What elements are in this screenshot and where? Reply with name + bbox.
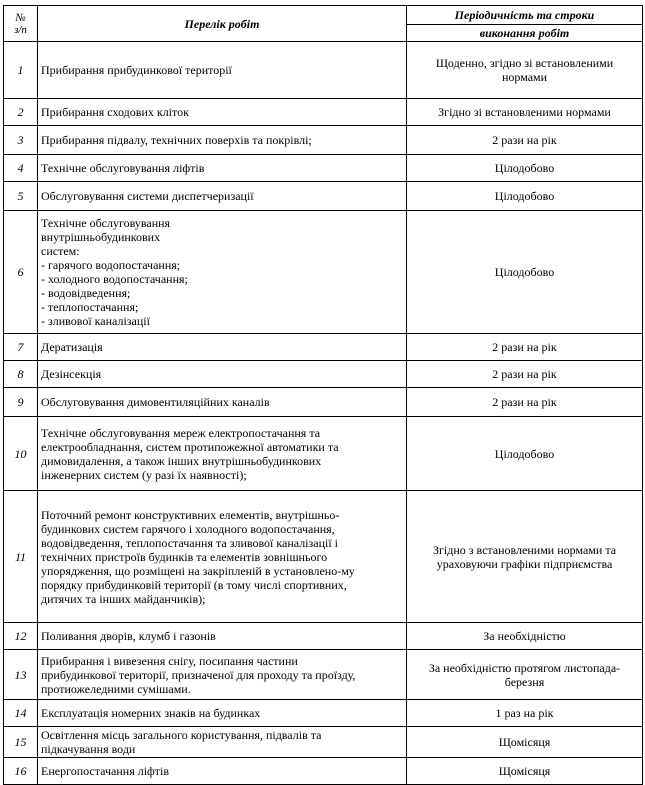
header-period-line1: Періодичність та строки (407, 6, 643, 25)
table-row (4, 126, 643, 155)
table-row (4, 211, 643, 334)
row-period: Щомісяця (407, 727, 643, 758)
table-row (4, 700, 643, 727)
row-work: Прибирання і вивезення снігу, посипання частини прибудинкової території, призначеної для проходу та проїзду, протиожеледними сумішами. (38, 650, 407, 700)
header-row (4, 6, 643, 25)
table-row (4, 727, 643, 758)
table-row (4, 388, 643, 417)
row-work: Технічне обслуговування внутрішньобудинкових систем: - гарячого водопостачання; - холодного водопостачання; - водовідведення; - теплопостачання; - зливової каналізації (38, 211, 407, 334)
row-number: 2 (4, 99, 38, 126)
table-row (4, 361, 643, 388)
row-work: Прибирання сходових кліток (38, 99, 407, 126)
row-period: 2 рази на рік (407, 388, 643, 417)
row-period: Цілодобово (407, 211, 643, 334)
row-number: 10 (4, 417, 38, 491)
row-period: 2 рази на рік (407, 126, 643, 155)
row-work: Технічне обслуговування ліфтів (38, 155, 407, 182)
row-period: Згідно з встановленими нормами та ураховуючи графіки підприємства (407, 491, 643, 623)
row-number: 11 (4, 491, 38, 623)
row-number: 4 (4, 155, 38, 182)
row-work: Прибирання підвалу, технічних поверхів та покрівлі; (38, 126, 407, 155)
table-row (4, 650, 643, 700)
row-period: За необхідністю протягом листопада- березня (407, 650, 643, 700)
row-period: Цілодобово (407, 182, 643, 211)
row-number: 14 (4, 700, 38, 727)
row-number: 15 (4, 727, 38, 758)
works-table (3, 5, 643, 785)
row-number: 12 (4, 623, 38, 650)
row-work: Енергопостачання ліфтів (38, 758, 407, 785)
row-number: 8 (4, 361, 38, 388)
row-period: 2 рази на рік (407, 361, 643, 388)
row-period: Цілодобово (407, 417, 643, 491)
table-row (4, 623, 643, 650)
row-period: За необхідністю (407, 623, 643, 650)
row-period: 1 раз на рік (407, 700, 643, 727)
row-period: 2 рази на рік (407, 334, 643, 361)
table-row (4, 758, 643, 785)
header-num: № з/п (4, 6, 38, 42)
table-row (4, 42, 643, 99)
row-number: 5 (4, 182, 38, 211)
row-work: Обслуговування димовентиляційних каналів (38, 388, 407, 417)
row-work: Поливання дворів, клумб і газонів (38, 623, 407, 650)
table-row (4, 417, 643, 491)
header-period-line2: виконання робіт (407, 25, 643, 42)
row-number: 7 (4, 334, 38, 361)
table-row (4, 182, 643, 211)
row-number: 6 (4, 211, 38, 334)
row-work: Поточний ремонт конструктивних елементів, внутрішньо- будинкових систем гарячого і холодного водопостачання, водовідведення, теплопостачання та зливової каналізації і технічних пристроїв будинків та елементів зовнішнього упорядження, що розміщені на закріпленій в установлено-му порядку прибудинковій території (в тому числі спортивних, дитячих та інших майданчиків); (38, 491, 407, 623)
row-number: 13 (4, 650, 38, 700)
row-work: Освітлення місць загального користування, підвалів та підкачування води (38, 727, 407, 758)
table-row (4, 99, 643, 126)
header-work: Перелік робіт (38, 6, 407, 42)
table-row (4, 491, 643, 623)
row-work: Прибирання прибудинкової території (38, 42, 407, 99)
row-number: 1 (4, 42, 38, 99)
row-work: Дезінсекція (38, 361, 407, 388)
row-work: Експлуатація номерних знаків на будинках (38, 700, 407, 727)
row-period: Щоденно, згідно зі встановленими нормами (407, 42, 643, 99)
row-work: Технічне обслуговування мереж електропостачання та електрообладнання, систем протипожежної автоматики та димовидалення, а також інших внутрішньобудинкових інженерних систем (у разі їх наявності); (38, 417, 407, 491)
row-work: Обслуговування системи диспетчеризації (38, 182, 407, 211)
row-number: 3 (4, 126, 38, 155)
table-row (4, 155, 643, 182)
row-number: 9 (4, 388, 38, 417)
row-work: Дератизація (38, 334, 407, 361)
table-row (4, 334, 643, 361)
row-period: Щомісяця (407, 758, 643, 785)
row-period: Згідно зі встановленими нормами (407, 99, 643, 126)
row-period: Цілодобово (407, 155, 643, 182)
row-number: 16 (4, 758, 38, 785)
